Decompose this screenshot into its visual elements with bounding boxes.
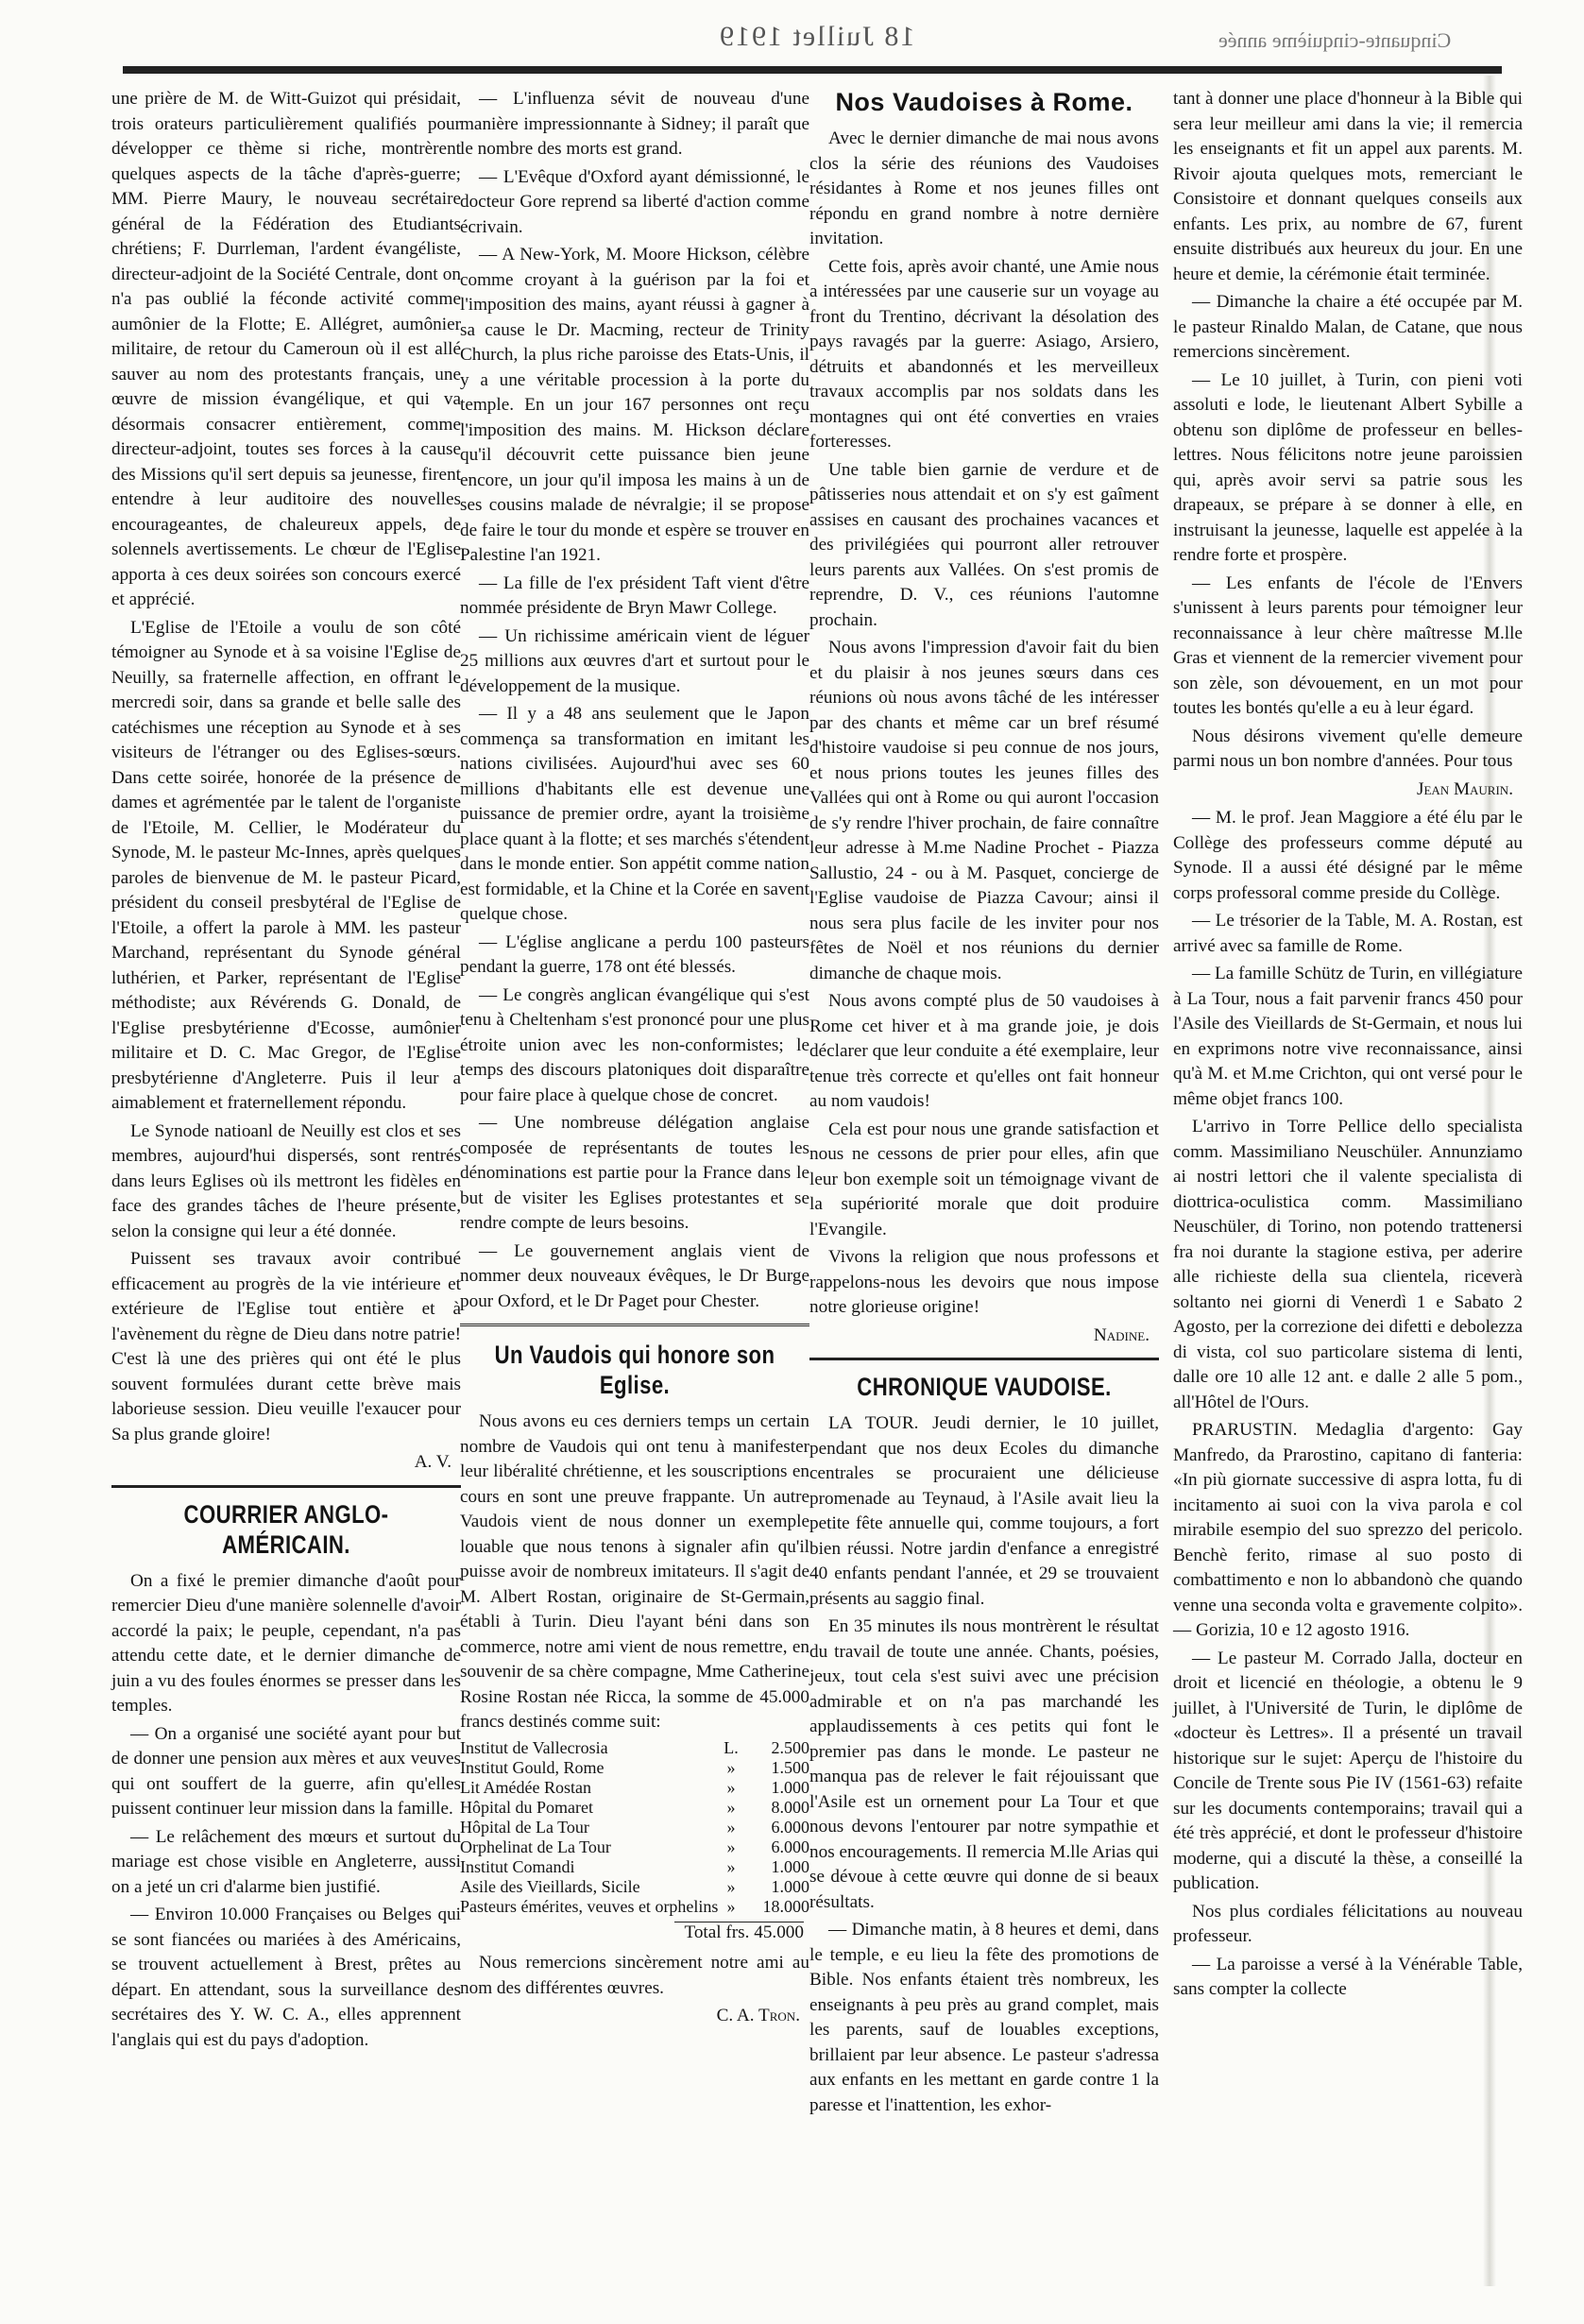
donation-amount: 18.000 <box>762 1896 809 1916</box>
donation-recipient: Orphelinat de La Tour <box>460 1837 611 1856</box>
news-item: — Le 10 juillet, à Turin, con pieni voti assoluti e lode, le lieutenant Albert Sybille a obtenu son diplôme de professeur en belles-lettres. Nous félicitons notre jeune paroissien qui, après avoir servi sa patrie sous les drapeaux, se prépare à se donner à elle, en instruisant la jeunesse, laquelle est appelée à la rendre forte et prospère. <box>1173 369 1523 565</box>
news-item: — Le relâchement des mœurs et surtout du mariage est chose visible en Angleterre, aussi on a jeté un cri d'alarme bien justifié. <box>111 1826 461 1897</box>
donation-row <box>460 1877 809 1897</box>
announcement-paragraph: L'arrivo in Torre Pellice dello specialista comm. Massimiliano Neuschüler. Annunziamo ai nostri lettori che il valente specialista di diottrica-oculistica comm. Massimiliano Neuschüler, di Torino, non potendo trattenersi fra noi durante la stagione estiva, per aderire alle richieste della sua clientela, riceverà soltanto nei giorni di Venerdì 1 e Sabato 2 Agosto, per la correzione dei difetti e debolezza di vista, col suo particolare sistema di lenti, dalle ore 10 alle 12 ant. e dalle 2 alle 5 pom., all'Hôtel de l'Ours. <box>1173 1117 1523 1412</box>
donation-amount: 1.000 <box>771 1876 809 1896</box>
donation-recipient: Institut de Vallecrosia <box>460 1737 608 1757</box>
courrier-heading: COURRIER ANGLO-AMÉRICAIN. <box>183 1499 389 1559</box>
donation-amount: 1.000 <box>771 1856 809 1876</box>
section-rule <box>809 1358 1159 1360</box>
vaudois-heading: Un Vaudois qui honore son Eglise. <box>494 1341 775 1399</box>
news-item: — Il y a 48 ans seulement que le Japon commença sa transformation en imitant les nations civilisées. Aujourd'hui avec ses 60 millions d'habitants elle est devenue une puissance de premier ordre, ayant la troisième place quant à la flotte; et ses marchés s'étendent dans le monde entier. Son appétit comme nation est formidable, et la Chine et la Corée en savent quelque chose. <box>460 704 809 924</box>
article-paragraph: Nous remercions sincèrement notre ami au nom des différentes œuvres. <box>460 1953 809 1998</box>
column-4 <box>1173 87 1523 2006</box>
article-paragraph: Avec le dernier dimanche de mai nous avons clos la série des réunions des Vaudoises résidantes à Rome et nos jeunes filles ont répondu en grand nombre à notre dernière invitation. <box>809 128 1159 248</box>
article-paragraph: Nous avons compté plus de 50 vaudoises à Rome cet hiver et à ma grande joie, je dois déclarer que leur conduite a été exemplaire, leur tenue très correcte et qu'elles ont fait honneur au nom vaudois! <box>809 991 1159 1111</box>
donation-recipient: Pasteurs émérites, veuves et orphelins <box>460 1896 719 1916</box>
news-item: — L'influenza sévit de nouveau d'une manière impressionnante à Sidney; il paraît que le nombre des morts est grand. <box>460 89 809 159</box>
donation-total: Total frs. 45.000 <box>460 1921 804 1946</box>
donation-currency: » <box>726 1837 736 1856</box>
article-signature: C. A. Tron. <box>716 2006 800 2025</box>
news-item: Nos plus cordiales félicitations au nouveau professeur. <box>1173 1901 1523 1946</box>
section-rule <box>111 1485 461 1488</box>
donation-recipient: Lit Amédée Rostan <box>460 1777 591 1797</box>
donation-currency: » <box>726 1797 736 1817</box>
section-rule <box>460 1324 809 1328</box>
news-item: — Dimanche la chaire a été occupée par M. le pasteur Rinaldo Malan, de Catane, que nous remercions sincèrement. <box>1173 292 1523 362</box>
donation-amount: 6.000 <box>771 1837 809 1856</box>
donation-row <box>460 1758 809 1778</box>
news-item: — Les enfants de l'école de l'Envers s'unissent à leurs parents pour témoigner leur reconnaissance à leur chère maîtresse M.lle Gras et viennent de la remercier vivement pour son zèle, son dévouement, en un mot pour toutes les bontés qu'elle a eu à leur égard. <box>1173 572 1523 718</box>
donation-row <box>460 1837 809 1857</box>
column-1 <box>111 87 461 2056</box>
donation-row <box>460 1798 809 1818</box>
donation-currency: » <box>726 1817 736 1837</box>
donation-recipient: Hôpital de La Tour <box>460 1817 589 1837</box>
news-item: — La fille de l'ex président Taft vient d'être nommée présidente de Bryn Mawr College. <box>460 572 809 618</box>
article-signature: Nadine. <box>1093 1324 1150 1345</box>
news-item: — La famille Schütz de Turin, en villégiature à La Tour, nous a fait parvenir francs 450 pour l'Asile des Vieillards de St-Germain, et nous lui en exprimons notre vive reconnaissance, ainsi qu'à M. et M.me Crichton, qui ont versé pour le même objet francs 100. <box>1173 964 1523 1109</box>
article-paragraph: Nous avons l'impression d'avoir fait du bien et du plaisir à nos jeunes sœurs dans ces réunions où nous avons tâché de les intéresser par des chants et même car un bref résumé d'histoire vaudoise si peu connue de nos jours, et nous prions toutes les jeunes filles des Vallées qui ont à Rome ou qui auront l'occasion de s'y rendre l'hiver prochain, de faire connaître leur adresse à M.me Nadine Prochet - Piazza Sallustio, 24 - ou à M. Pasquet, concierge de l'Eglise vaudoise de Piazza Cavour; ainsi il nous sera plus facile de les inviter pour nos fêtes de Noël et nos réunions du dernier dimanche de chaque mois. <box>809 638 1159 983</box>
article-paragraph: Puissent ses travaux avoir contribué efficacement au progrès de la vie intérieure et extérieure de l'Eglise tout entière et à l'avènement du règne de Dieu dans notre patrie! C'est là une des prières qui ont été le plus souvent formulées durant cette brève mais laborieuse session. Dieu veuille l'exaucer pour Sa plus grande gloire! <box>111 1249 461 1444</box>
donation-amount: 2.500 <box>771 1737 809 1757</box>
article-signature: Jean Maurin. <box>1416 778 1513 799</box>
article-paragraph: Vivons la religion que nous professons et rappelons-nous les devoirs que nous impose notre glorieuse origine! <box>809 1247 1159 1317</box>
donation-currency: » <box>726 1896 736 1916</box>
article-paragraph: Cette fois, après avoir chanté, une Amie nous a intéressées par une causerie sur un voyage au front du Trentino, décrivant la désolation des pays ravagés par la guerre: Asiago, Arsiero, détruits et abandonnés et les merveilleux travaux accomplis par nos soldats dans les montagnes qui ont été converties en vraies forteresses. <box>809 256 1159 452</box>
donation-row <box>460 1818 809 1837</box>
news-item: — Le gouvernement anglais vient de nommer deux nouveaux évêques, le Dr Burge pour Oxford, et le Dr Paget pour Chester. <box>460 1240 809 1311</box>
donation-row <box>460 1897 809 1917</box>
donation-row <box>460 1778 809 1798</box>
news-item: — A New-York, M. Moore Hickson, célèbre comme croyant à la guérison par la foi et l'imposition des mains, ayant réussi à gagner à sa cause le Dr. Macming, recteur de Trinity Church, la plus riche paroisse des Etats-Unis, il y a une véritable procession à la porte du temple. En un jour 167 personnes ont reçu l'imposition des mains. M. Hickson déclare qu'il découvrit cette puissance bien jeune encore, un jour qu'il imposa les mains à un de ses cousins malade de névralgie; il se propose de faire le tour du monde et espère se trouver en Palestine l'an 1921. <box>460 245 809 565</box>
news-item: — L'église anglicane a perdu 100 pasteurs pendant la guerre, 178 ont été blessés. <box>460 931 809 977</box>
news-item: — Une nombreuse délégation anglaise composée de représentants de toutes les dénominations est partie pour la France dans le but de visiter les Eglises protestantes et se rendre compte de leurs besoins. <box>460 1113 809 1233</box>
donation-amount: 6.000 <box>771 1817 809 1837</box>
news-item: PRARUSTIN. Medaglia d'argento: Gay Manfredo, da Prarostino, capitano di fanteria: «In più giornate successive di aspra lotta, fu di incitamento ai suoi con la viva parola e col mirabile esempio del suo sprezzo del pericolo. Benchè ferito, rimase al suo posto di combattimento e non lo abbandonò che quando venne una seconda volta e gravemente colpito». — Gorizia, 10 e 12 agosto 1916. <box>1173 1420 1523 1640</box>
column-3 <box>809 87 1159 2121</box>
article-paragraph: — Dimanche matin, à 8 heures et demi, dans le temple, e eu lieu la fête des promotions de Bible. Nos enfants étaient très nombreux, les enseignants à peu près au grand complet, mais les parents, sauf de louables exceptions, brillaient par leur absence. Le pasteur s'adressa aux enfants en les mettant en garde contre 1 la paresse et l'inattention, les exhor- <box>809 1920 1159 2115</box>
running-head: Cinquante-cinquième année <box>1218 28 1452 52</box>
article-paragraph: Une table bien garnie de verdure et de pâtisseries nous attendait et on s'y est gaîment assises en causant des prochaines vacances et des privilégiées qui pourront aller retrouver leurs parents aux Vallées. On s'est promis de reprendre, D. V., ces réunions l'automne prochain. <box>809 459 1159 630</box>
news-item: — Environ 10.000 Françaises ou Belges qui se sont fiancées ou mariées à des Américains, se trouvent actuellement à Brest, prêtes au départ. En attendant, sous la surveillance des secrétaires des Y. W. C. A., elles apprennent l'anglais qui est du pays d'adoption. <box>111 1905 461 2050</box>
donation-recipient: Asile des Vieillards, Sicile <box>460 1876 640 1896</box>
news-item: — L'Evêque d'Oxford ayant démissionné, le docteur Gore reprend sa liberté d'action comme écrivain. <box>460 166 809 237</box>
donation-amount: 8.000 <box>771 1797 809 1817</box>
news-item: — Le trésorier de la Table, M. A. Rostan, est arrivé avec sa famille de Rome. <box>1173 911 1523 956</box>
article-paragraph: L'Eglise de l'Etoile a voulu de son côté témoigner au Synode et à sa voisine l'Eglise de Neuilly, sa fraternelle affection, en offrant le mercredi soir, dans sa grande et belle salle des catéchismes une réception au Synode et à ses visiteurs de l'étranger ou des Eglises-sœurs. Dans cette soirée, honorée de la présence de dames et agrémentée par le talent de l'organiste de l'Etoile, M. Cellier, le Modérateur du Synode, M. le pasteur Mc-Innes, après quelques paroles de bienvenue de M. le pasteur Picard, président du conseil presbytéral de l'Eglise de l'Etoile, a offert la parole à MM. les pasteur Marchand, représentant du Synode général luthérien, et Parker, représentant de l'Eglise méthodiste; aux Révérends G. Donald, de l'Eglise presbytérienne d'Ecosse, aumônier militaire et D. C. Mac Gregor, de l'Eglise presbytérienne d'Angleterre. Puis il leur a aimablement et fraternellement répondu. <box>111 617 461 1113</box>
page-header <box>0 0 1584 62</box>
article-paragraph: Le Synode natioanl de Neuilly est clos et ses membres, aujourd'hui dispersés, sont rentrés dans leurs Eglises où ils mettront les fidèles en face des grandes tâches de l'heure présente, selon la consigne qui leur a été donnée. <box>111 1120 461 1241</box>
article-paragraph: En 35 minutes ils nous montrèrent le résultat du travail de toute une année. Chants, poésies, jeux, tout cela s'est suivi avec une précision admirable et on n'a pas marchandé les applaudissements à ces petits qui font le premier pas dans le monde. Le pasteur ne manqua pas de relever le fait réjouissant que l'Asile est un ornement pour La Tour et que nous devons l'entourer par notre sympathie et nos encouragements. Il remercia M.lle Arias qui se dévoue à cette œuvre qui donne de si beaux résultats. <box>809 1616 1159 1912</box>
news-item: — Le congrès anglican évangélique qui s'est tenu à Cheltenham s'est prononcé pour une plus étroite union avec les non-conformistes; le temps des discours platoniques doit disparaître pour faire place à quelque chose de concret. <box>460 984 809 1105</box>
news-item: Nous désirons vivement qu'elle demeure parmi nous un bon nombre d'années. Pour tous <box>1173 726 1523 771</box>
donation-amount: 1.500 <box>771 1757 809 1777</box>
news-item: — Un richissime américain vient de léguer 25 millions aux œuvres d'art et surtout pour le développement de la musique. <box>460 625 809 696</box>
donation-currency: » <box>726 1856 736 1876</box>
donation-currency: » <box>726 1777 736 1797</box>
article-paragraph: une prière de M. de Witt-Guizot qui présidait, trois orateurs particulièrement qualifiés pour développer ce thème si riche, montrèrent quelques aspects de la tâche d'après-guerre; MM. Pierre Maury, le nouveau secrétaire général de la Fédération des Etudiants chrétiens; F. Durrleman, l'ardent évangéliste, directeur-adjoint de la Société Centrale, dont on n'a pas oublié la féconde activité comme aumônier de la Flotte; E. Allégret, aumônier militaire, de retour du Cameroun où il est allé sauver au nom des protestants français, une œuvre de mission évangélique, et qui va désormais consacrer entièrement, comme directeur-adjoint, toutes ses forces à la cause des Missions qu'il sert depuis sa jeunesse, firent entendre à leur auditoire des nouvelles encourageantes, de chaleureux appels, de solennels avertissements. Le chœur de l'Eglise apporta à ces deux soirées son concours exercé et apprécié. <box>111 89 461 609</box>
news-item: — M. le prof. Jean Maggiore a été élu par le Collège des professeurs comme député au Synode. Il a aussi été désigné par le même corps professoral comme preside du Collège. <box>1173 808 1523 903</box>
donation-currency: L. <box>724 1737 739 1757</box>
issue-date: 18 Juillet 1919 <box>718 21 915 52</box>
donation-recipient: Institut Gould, Rome <box>460 1757 605 1777</box>
donation-recipient: Hôpital du Pomaret <box>460 1797 593 1817</box>
donation-row <box>460 1857 809 1877</box>
news-item: — Le pasteur M. Corrado Jalla, docteur en droit et licencié en théologie, a obtenu le 9 juillet, à l'Université de Turin, le diplôme de «docteur ès Lettres». Il a présenté un travail historique sur le sujet: Aperçu de l'histoire du Concile de Trente sous Pie IV (1561-63) refaite sur les documents contemporains; travail qui a été très apprécié, et dont le professeur d'histoire moderne, qui a discuté la thèse, a conseillé la publication. <box>1173 1648 1523 1893</box>
donation-currency: » <box>726 1876 736 1896</box>
article-paragraph: LA TOUR. Jeudi dernier, le 10 juillet, pendant que nos deux Ecoles du dimanche centrales se procuraient une délicieuse promenade au Teynaud, à l'Asile avait lieu la petite fête annuelle qui, comme toujours, a fort bien réussi. Notre jardin d'enfance a enregistré 40 enfants pendant l'année, et 29 se trouvaient présents au saggio final. <box>809 1413 1159 1609</box>
chronique-heading: CHRONIQUE VAUDOISE. <box>857 1373 1112 1401</box>
article-paragraph: Cela est pour nous une grande satisfaction et nous ne cessons de prier pour elles, afin que leur bon exemple soit un témoignage vivant de la supériorité morale que doit produire l'Evangile. <box>809 1119 1159 1239</box>
article-paragraph: Nous avons eu ces derniers temps un certain nombre de Vaudois qui ont tenu à manifester leur libéralité chrétienne, et les souscriptions en cours en sont une preuve frappante. Un autre Vaudois vient de nous donner un exemple louable que nous tenons à signaler afin qu'il puisse avoir de nombreux imitateurs. Il s'agit de M. Albert Rostan, originaire de St-Germain, établi à Turin. Dieu l'ayant béni dans son commerce, notre ami vient de nous remettre, en souvenir de sa chère compagne, Mme Catherine Rosine Rostan née Ricca, la somme de 45.000 francs destinés comme suit: <box>460 1411 809 1732</box>
header-rule <box>123 66 1502 74</box>
donation-recipient: Institut Comandi <box>460 1856 575 1876</box>
news-item: — On a organisé une société ayant pour but de donner une pension aux mères et aux veuves qui ont souffert de la guerre, afin qu'elles puissent continuer leur mission dans la famille. <box>111 1723 461 1819</box>
donation-table <box>460 1738 809 1917</box>
news-item: On a fixé le premier dimanche d'août pour remercier Dieu d'une manière solennelle d'avoir accordé la paix; le peuple, cependant, n'a pas attendu cette date, et le dernier dimanche de juin a vu des foules énormes se presser dans les temples. <box>111 1570 461 1716</box>
article-paragraph: tant à donner une place d'honneur à la Bible qui sera leur meilleur ami dans la vie; il remercia les enseignants et fit un appel aux parents. M. Rivoir ajouta quelques mots, remerciant le Consistoire et donnant quelques conseils aux enfants. Les prix, au nombre de 67, furent ensuite distribués aux heureux du jour. En une heure et demie, la cérémonie était terminée. <box>1173 89 1523 284</box>
donation-currency: » <box>726 1757 736 1777</box>
news-item: — La paroisse a versé à la Vénérable Table, sans compter la collecte <box>1173 1954 1523 1999</box>
article-signature: A. V. <box>414 1452 451 1472</box>
rome-heading: Nos Vaudoises à Rome. <box>835 88 1133 116</box>
donation-amount: 1.000 <box>771 1777 809 1797</box>
donation-row <box>460 1738 809 1758</box>
column-2 <box>460 87 809 2033</box>
